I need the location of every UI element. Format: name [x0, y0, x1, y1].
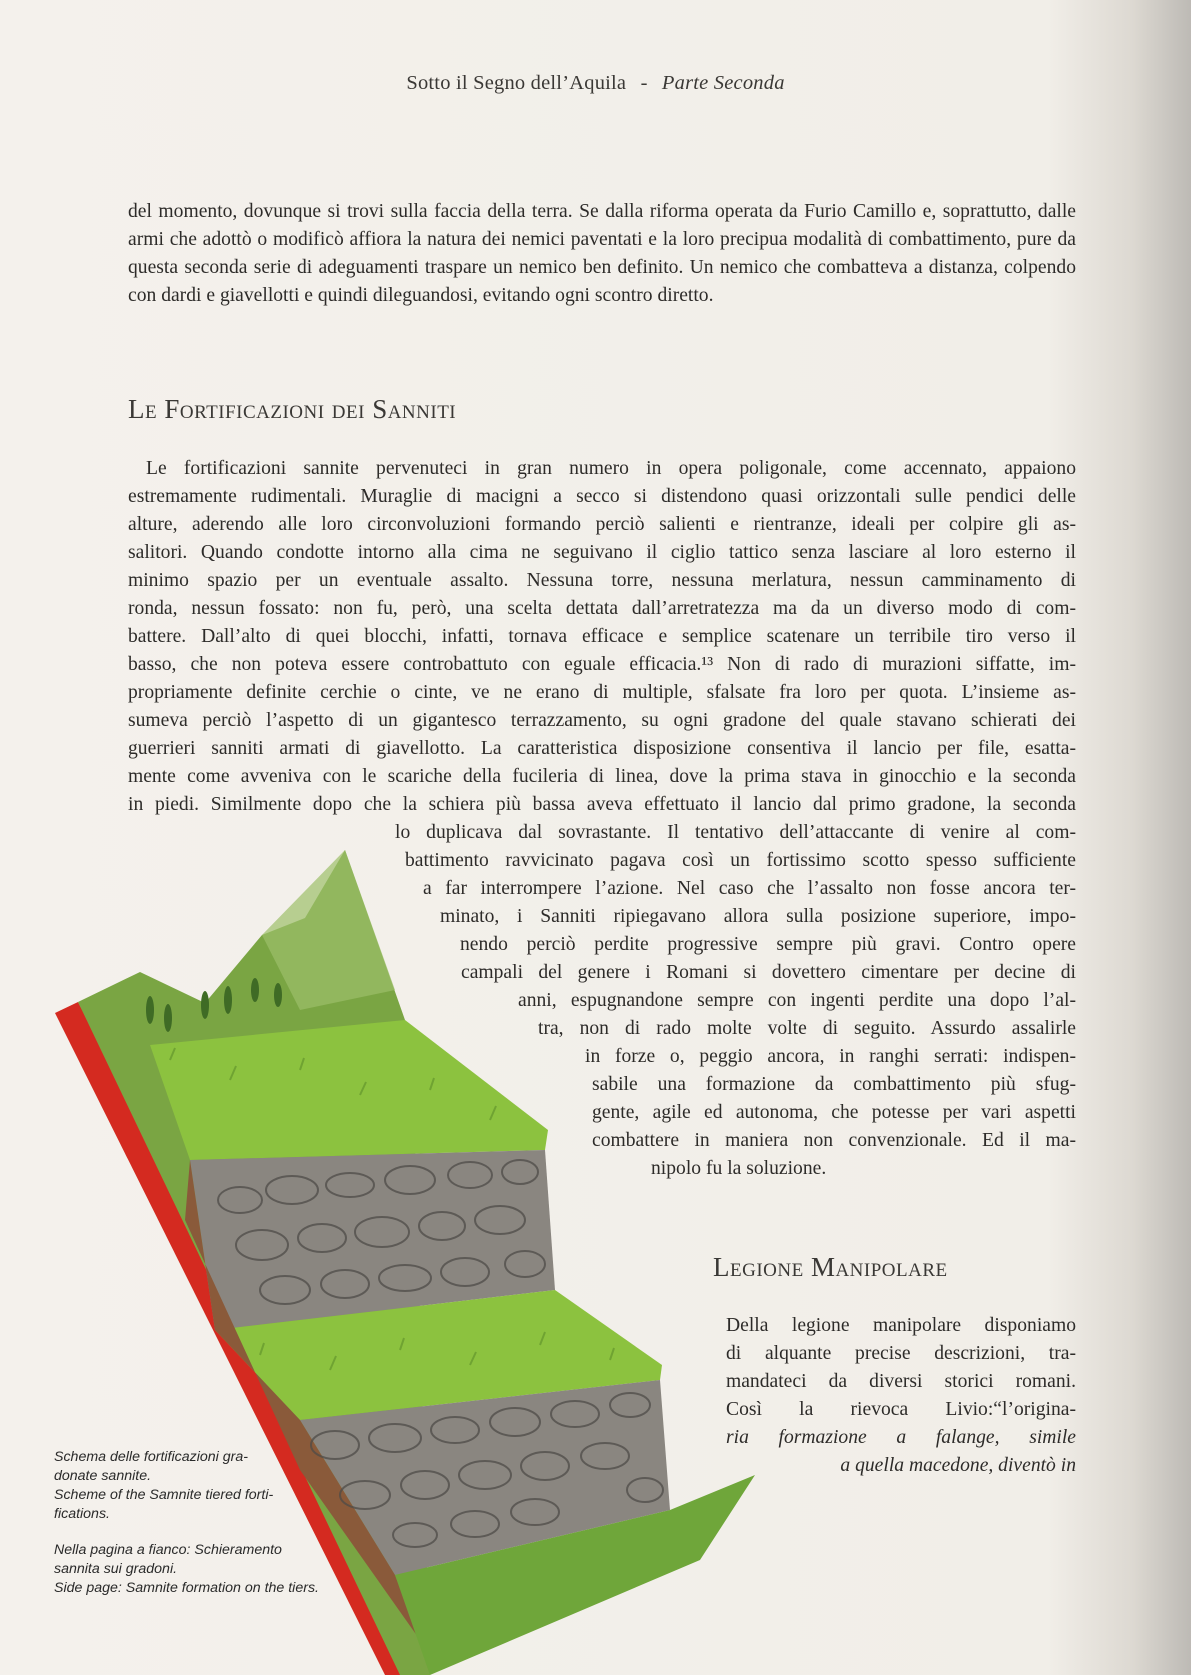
body-line: gente, agile ed autonoma, che potesse per vari aspetti [592, 1102, 1076, 1123]
intro-text: del momento, dovunque si trovi sulla faccia della terra. Se dalla riforma operata da Furio Camillo e, soprattutto, dalle armi che adottò o modificò affiora la natura dei nemici paventati e la loro precipua modalità di combattimento, pure da questa seconda serie di adeguamenti traspare un nemico ben definito. Un nemico che combatteva a distanza, colpendo con dardi e giavellotti e quindi dileguandosi, evitando ogni scontro diretto. [128, 201, 1076, 306]
body-line: minimo spazio per un eventuale assalto. Nessuna torre, nessuna merlatura, nessun camminamento di [128, 570, 1076, 591]
body-line: salitori. Quando condotte intorno alla cima ne seguivano il ciglio tattico senza lasciare al loro esterno il [128, 542, 1076, 563]
body-line: ria formazione a falange, simile [726, 1427, 1076, 1448]
body-line: sumeva perciò l’aspetto di un gigantesco terrazzamento, su ogni gradone del quale stavano schierati dei [128, 710, 1076, 731]
body-line: estremamente rudimentali. Muraglie di macigni a secco si distendono quasi orizzontali sulle pendici delle [128, 486, 1076, 507]
body-line: sabile una formazione da combattimento più sfug- [592, 1074, 1076, 1095]
body-line: nendo perciò perdite progressive sempre più gravi. Contro opere [460, 934, 1076, 955]
body-line: ronda, nessun fossato: non fu, però, una scelta dettata dall’arretratezza ma da un diverso modo di com- [128, 598, 1076, 619]
body-line: in piedi. Similmente dopo che la schiera più bassa aveva effettuato il lancio dal primo gradone, la seconda [128, 794, 1076, 815]
caption-line: Side page: Samnite formation on the tiers. [54, 1580, 319, 1596]
caption-line: donate sannite. [54, 1468, 152, 1484]
separator: - [640, 72, 648, 94]
body-line: in forze o, peggio ancora, in ranghi serrati: indispen- [585, 1046, 1076, 1067]
body-line: di alquante precise descrizioni, tra- [726, 1343, 1076, 1364]
body-line: alture, aderendo alle loro circonvoluzioni formando perciò salienti e rientranze, ideali per colpire gli as- [128, 514, 1076, 535]
caption-line: sannita sui gradoni. [54, 1561, 178, 1577]
caption-line: fications. [54, 1506, 110, 1522]
section-heading-legione: Legione Manipolare [713, 1252, 948, 1282]
caption-line: Nella pagina a fianco: Schieramento [54, 1542, 282, 1558]
body-line: a far interrompere l’azione. Nel caso che l’assalto non fosse ancora ter- [423, 878, 1076, 899]
body-line: battimento ravvicinato pagava così un fortissimo scotto spesso sufficiente [405, 850, 1076, 871]
caption-line: Scheme of the Samnite tiered forti- [54, 1487, 274, 1503]
caption-line: Schema delle fortificazioni gra- [54, 1449, 248, 1465]
body-line: basso, che non poteva essere controbattuto con eguale efficacia.¹³ Non di rado di murazioni siffatte, im- [128, 654, 1076, 675]
book-title: Sotto il Segno dell’Aquila [406, 72, 627, 94]
body-line: Della legione manipolare disponiamo [726, 1315, 1076, 1336]
section1-body [128, 455, 1076, 1183]
body-line: a quella macedone, diventò in [840, 1455, 1076, 1476]
section-heading-fortificazioni: Le Fortificazioni dei Sanniti [128, 394, 457, 424]
body-line: guerrieri sanniti armati di giavellotto. La caratteristica disposizione consentiva il lancio per file, esatta- [128, 738, 1076, 759]
body-line: tra, non di rado molte volte di seguito. Assurdo assalirle [538, 1018, 1076, 1039]
body-line: Così la rievoca Livio:“l’origina- [726, 1399, 1076, 1420]
body-line: combattere in maniera non convenzionale. Ed il ma- [592, 1130, 1076, 1151]
body-line: mente come avveniva con le scariche della fucileria di linea, dove la prima stava in ginocchio e la seconda [128, 766, 1076, 787]
body-line: campali del genere i Romani si dovettero cimentare per decine di [461, 962, 1076, 983]
figure-caption [54, 1448, 319, 1598]
body-line: minato, i Sanniti ripiegavano allora sulla posizione superiore, impo- [440, 906, 1076, 927]
body-line: mandateci da diversi storici romani. [726, 1371, 1076, 1392]
body-line: nipolo fu la soluzione. [651, 1158, 827, 1179]
part-title: Parte Seconda [661, 72, 785, 94]
body-line: Le fortificazioni sannite pervenuteci in gran numero in opera poligonale, come accennato, appaiono [146, 458, 1076, 479]
body-line: anni, espugnandone sempre con ingenti perdite una dopo l’al- [518, 990, 1076, 1011]
section2-body [726, 1312, 1076, 1480]
body-line: lo duplicava dal sovrastante. Il tentativo dell’attaccante di venire al com- [395, 822, 1076, 843]
body-line: battere. Dall’alto di quei blocchi, infatti, tornava efficace e semplice scatenare un terribile tiro verso il [128, 626, 1076, 647]
body-line: propriamente definite cerchie o cinte, ve ne erano di multiple, sfalsate fra loro per quota. L’insieme as- [128, 682, 1076, 703]
